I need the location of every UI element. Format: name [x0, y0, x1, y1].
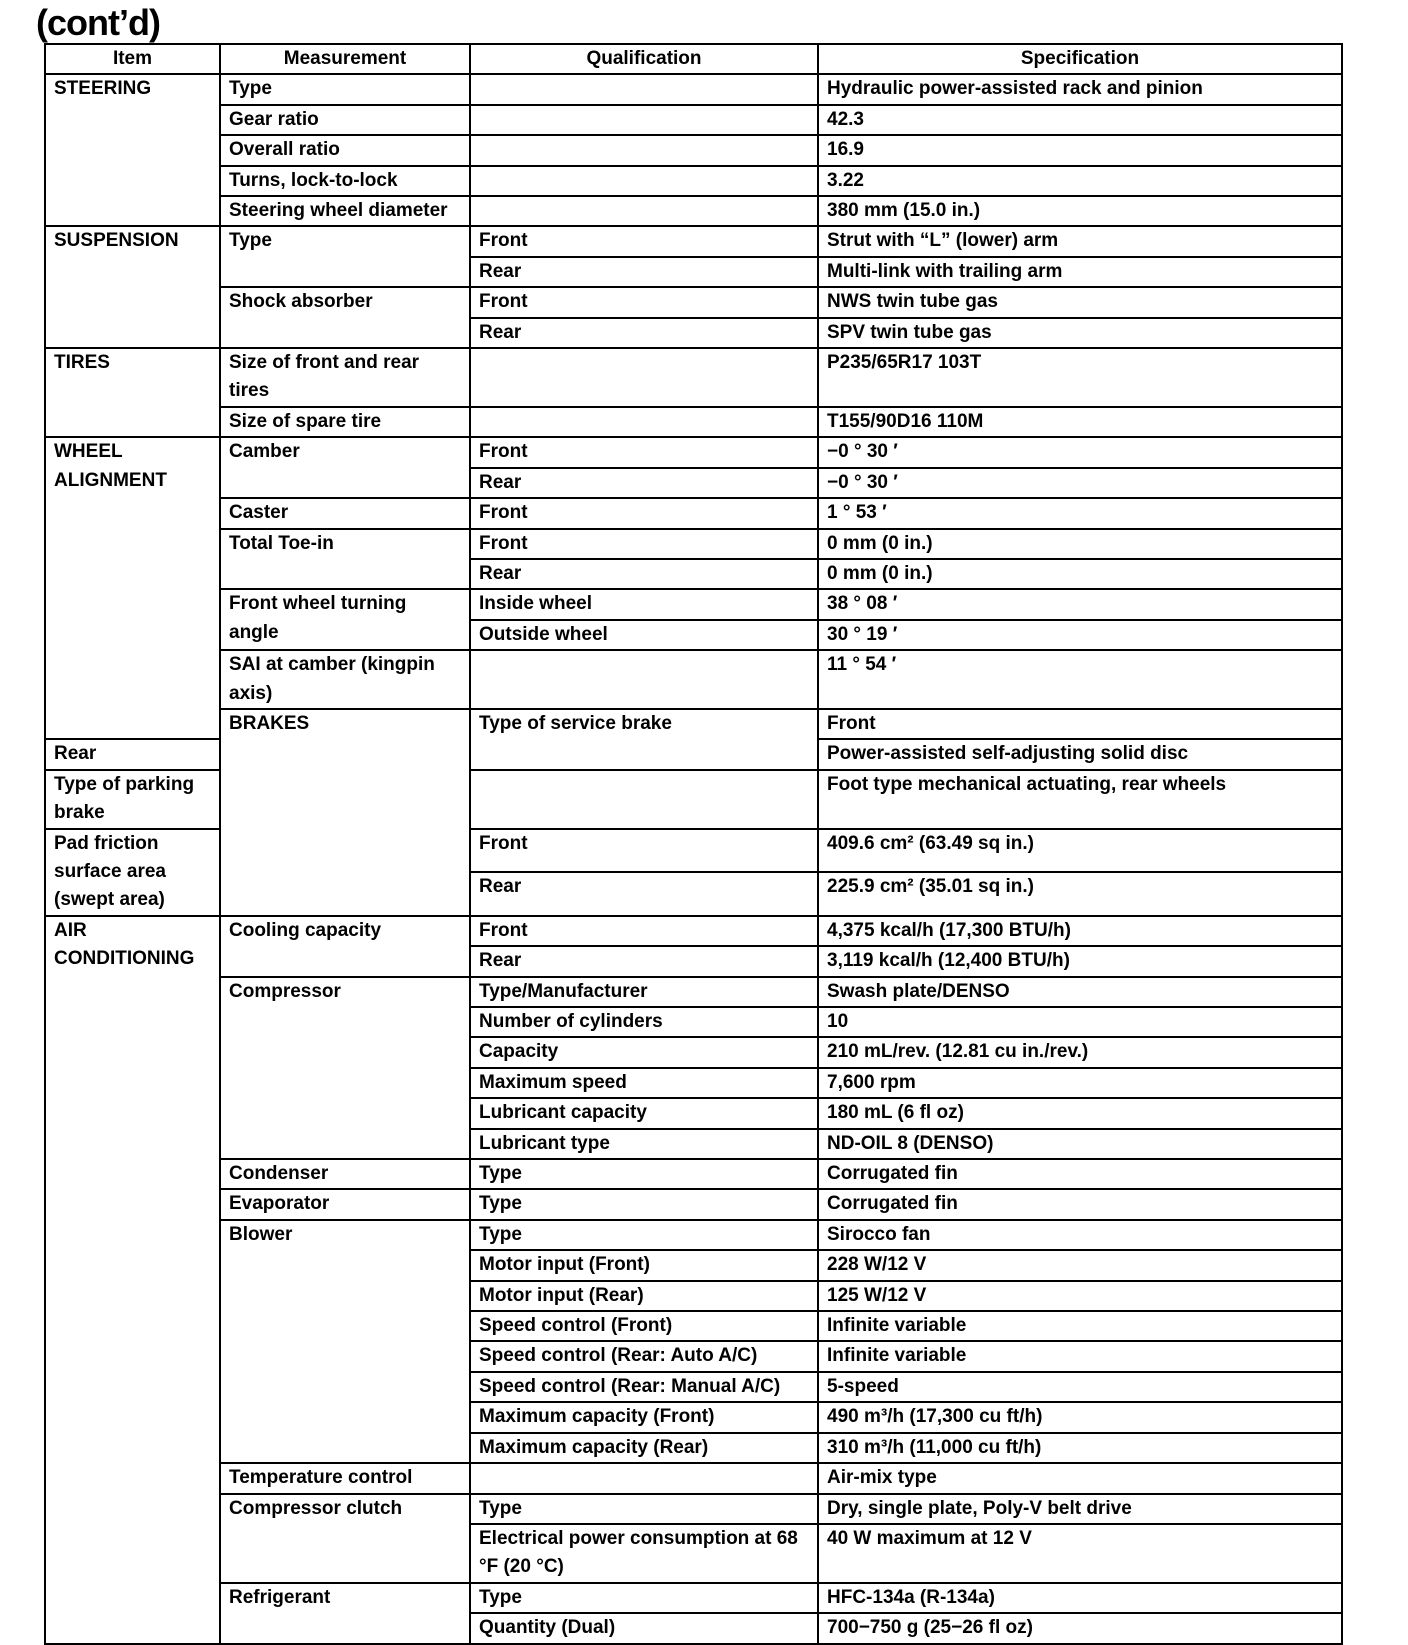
measurement-cell: Type: [220, 226, 470, 287]
header-qualification: Qualification: [470, 44, 818, 74]
specification-cell: 380 mm (15.0 in.): [818, 196, 1342, 226]
specification-cell: 40 W maximum at 12 V: [818, 1524, 1342, 1583]
specification-cell: P235/65R17 103T: [818, 348, 1342, 407]
table-row: [45, 589, 1342, 619]
measurement-cell: Temperature control: [220, 1463, 470, 1493]
qualification-cell: Rear: [470, 872, 818, 916]
measurement-cell: SAI at camber (kingpin axis): [220, 650, 470, 709]
qualification-cell: Motor input (Front): [470, 1250, 818, 1280]
measurement-cell: Gear ratio: [220, 105, 470, 135]
specification-cell: Corrugated fin: [818, 1189, 1342, 1219]
measurement-cell: Type of service brake: [470, 709, 818, 770]
header-item: Item: [45, 44, 220, 74]
specification-cell: −0 ° 30 ′: [818, 437, 1342, 467]
specification-cell: SPV twin tube gas: [818, 318, 1342, 348]
table-row: [45, 529, 1342, 559]
table-row: [45, 226, 1342, 256]
qualification-cell: Type: [470, 1220, 818, 1250]
qualification-cell: [470, 135, 818, 165]
measurement-cell: Total Toe-in: [220, 529, 470, 590]
table-row: [45, 650, 1342, 709]
qualification-cell: Lubricant type: [470, 1129, 818, 1159]
qualification-cell: [470, 166, 818, 196]
qualification-cell: Speed control (Front): [470, 1311, 818, 1341]
specification-cell: NWS twin tube gas: [818, 287, 1342, 317]
specification-cell: Sirocco fan: [818, 1220, 1342, 1250]
qualification-cell: Rear: [470, 257, 818, 287]
measurement-cell: Caster: [220, 498, 470, 528]
qualification-cell: [470, 196, 818, 226]
qualification-cell: [470, 348, 818, 407]
specification-cell: 5-speed: [818, 1372, 1342, 1402]
qualification-cell: [470, 407, 818, 437]
table-row: [45, 166, 1342, 196]
specification-cell: 0 mm (0 in.): [818, 529, 1342, 559]
item-cell: AIR CONDITIONING: [45, 916, 220, 1644]
qualification-cell: Front: [470, 829, 818, 873]
table-row: [45, 1494, 1342, 1524]
table-row: [45, 74, 1342, 104]
item-cell: TIRES: [45, 348, 220, 437]
table-row: [45, 916, 1342, 946]
qualification-cell: Front: [470, 916, 818, 946]
specification-cell: 228 W/12 V: [818, 1250, 1342, 1280]
measurement-cell: Steering wheel diameter: [220, 196, 470, 226]
qualification-cell: Inside wheel: [470, 589, 818, 619]
measurement-cell: Compressor clutch: [220, 1494, 470, 1583]
table-row: [45, 407, 1342, 437]
item-cell: BRAKES: [220, 709, 470, 916]
specification-cell: Air-mix type: [818, 1463, 1342, 1493]
qualification-cell: Type: [470, 1494, 818, 1524]
measurement-cell: Camber: [220, 437, 470, 498]
qualification-cell: Front: [470, 287, 818, 317]
specification-cell: 38 ° 08 ′: [818, 589, 1342, 619]
qualification-cell: Rear: [470, 318, 818, 348]
measurement-cell: Evaporator: [220, 1189, 470, 1219]
qualification-cell: Type: [470, 1189, 818, 1219]
qualification-cell: Front: [818, 709, 1342, 739]
table-row: [45, 1463, 1342, 1493]
specification-cell: ND-OIL 8 (DENSO): [818, 1129, 1342, 1159]
qualification-cell: Front: [470, 529, 818, 559]
specification-cell: Power-assisted self-adjusting solid disc: [818, 739, 1342, 769]
measurement-cell: Size of front and rear tires: [220, 348, 470, 407]
qualification-cell: [470, 74, 818, 104]
measurement-cell: Blower: [220, 1220, 470, 1463]
measurement-cell: Size of spare tire: [220, 407, 470, 437]
header-specification: Specification: [818, 44, 1342, 74]
specification-cell: 180 mL (6 fl oz): [818, 1098, 1342, 1128]
table-body: [45, 74, 1342, 1643]
qualification-cell: Rear: [470, 468, 818, 498]
specification-cell: 225.9 cm² (35.01 sq in.): [818, 872, 1342, 916]
table-row: [45, 1189, 1342, 1219]
table-row: [45, 348, 1342, 407]
table-header-row: [45, 44, 1342, 74]
specification-cell: Dry, single plate, Poly-V belt drive: [818, 1494, 1342, 1524]
qualification-cell: Motor input (Rear): [470, 1281, 818, 1311]
specification-cell: 3,119 kcal/h (12,400 BTU/h): [818, 946, 1342, 976]
specification-cell: 4,375 kcal/h (17,300 BTU/h): [818, 916, 1342, 946]
measurement-cell: Cooling capacity: [220, 916, 470, 977]
qualification-cell: Front: [470, 226, 818, 256]
qualification-cell: Speed control (Rear: Manual A/C): [470, 1372, 818, 1402]
qualification-cell: Front: [470, 437, 818, 467]
measurement-cell: Pad friction surface area (swept area): [45, 829, 220, 916]
specification-cell: T155/90D16 110M: [818, 407, 1342, 437]
specification-cell: 7,600 rpm: [818, 1068, 1342, 1098]
qualification-cell: Number of cylinders: [470, 1007, 818, 1037]
qualification-cell: Speed control (Rear: Auto A/C): [470, 1341, 818, 1371]
qualification-cell: [470, 770, 818, 829]
specification-cell: 210 mL/rev. (12.81 cu in./rev.): [818, 1037, 1342, 1067]
item-cell: SUSPENSION: [45, 226, 220, 348]
qualification-cell: Maximum speed: [470, 1068, 818, 1098]
specification-table: [44, 43, 1343, 1645]
specification-cell: −0 ° 30 ′: [818, 468, 1342, 498]
qualification-cell: Type: [470, 1159, 818, 1189]
specification-cell: 125 W/12 V: [818, 1281, 1342, 1311]
specification-cell: Infinite variable: [818, 1311, 1342, 1341]
measurement-cell: Front wheel turning angle: [220, 589, 470, 650]
specification-cell: Strut with “L” (lower) arm: [818, 226, 1342, 256]
item-cell: STEERING: [45, 74, 220, 226]
specification-cell: Swash plate/DENSO: [818, 977, 1342, 1007]
specification-cell: 700−750 g (25−26 fl oz): [818, 1613, 1342, 1643]
table-row: [45, 287, 1342, 317]
table-row: [45, 498, 1342, 528]
qualification-cell: Maximum capacity (Rear): [470, 1433, 818, 1463]
qualification-cell: [470, 105, 818, 135]
table-row: [45, 1220, 1342, 1250]
specification-cell: 3.22: [818, 166, 1342, 196]
measurement-cell: Condenser: [220, 1159, 470, 1189]
qualification-cell: Lubricant capacity: [470, 1098, 818, 1128]
table-row: [45, 105, 1342, 135]
qualification-cell: Maximum capacity (Front): [470, 1402, 818, 1432]
specification-cell: 42.3: [818, 105, 1342, 135]
measurement-cell: Type of parking brake: [45, 770, 220, 829]
table-row: [45, 437, 1342, 467]
specification-cell: Multi-link with trailing arm: [818, 257, 1342, 287]
specification-cell: 490 m³/h (17,300 cu ft/h): [818, 1402, 1342, 1432]
specification-cell: HFC-134a (R-134a): [818, 1583, 1342, 1613]
qualification-cell: Type/Manufacturer: [470, 977, 818, 1007]
qualification-cell: Capacity: [470, 1037, 818, 1067]
specification-cell: Infinite variable: [818, 1341, 1342, 1371]
qualification-cell: Quantity (Dual): [470, 1613, 818, 1643]
measurement-cell: Type: [220, 74, 470, 104]
qualification-cell: Front: [470, 498, 818, 528]
qualification-cell: Rear: [470, 559, 818, 589]
specification-cell: 11 ° 54 ′: [818, 650, 1342, 709]
specification-cell: 16.9: [818, 135, 1342, 165]
specification-cell: 10: [818, 1007, 1342, 1037]
table-row: [45, 709, 1342, 739]
table-row: [45, 977, 1342, 1007]
item-cell: WHEEL ALIGNMENT: [45, 437, 220, 739]
table-row: [45, 135, 1342, 165]
specification-cell: 409.6 cm² (63.49 sq in.): [818, 829, 1342, 873]
specification-cell: 1 ° 53 ′: [818, 498, 1342, 528]
page-heading: (cont’d): [36, 2, 160, 43]
qualification-cell: Rear: [45, 739, 220, 769]
measurement-cell: Compressor: [220, 977, 470, 1159]
header-measurement: Measurement: [220, 44, 470, 74]
qualification-cell: Type: [470, 1583, 818, 1613]
measurement-cell: Refrigerant: [220, 1583, 470, 1644]
specification-cell: 310 m³/h (11,000 cu ft/h): [818, 1433, 1342, 1463]
qualification-cell: Rear: [470, 946, 818, 976]
qualification-cell: Electrical power consumption at 68 °F (20 °C): [470, 1524, 818, 1583]
specification-cell: 0 mm (0 in.): [818, 559, 1342, 589]
table-row: [45, 196, 1342, 226]
measurement-cell: Turns, lock-to-lock: [220, 166, 470, 196]
specification-cell: Foot type mechanical actuating, rear wheels: [818, 770, 1342, 829]
measurement-cell: Shock absorber: [220, 287, 470, 348]
table-row: [45, 1159, 1342, 1189]
measurement-cell: Overall ratio: [220, 135, 470, 165]
specification-cell: Corrugated fin: [818, 1159, 1342, 1189]
qualification-cell: [470, 650, 818, 709]
specification-cell: 30 ° 19 ′: [818, 620, 1342, 650]
specification-cell: Hydraulic power-assisted rack and pinion: [818, 74, 1342, 104]
qualification-cell: Outside wheel: [470, 620, 818, 650]
table-row: [45, 1583, 1342, 1613]
qualification-cell: [470, 1463, 818, 1493]
